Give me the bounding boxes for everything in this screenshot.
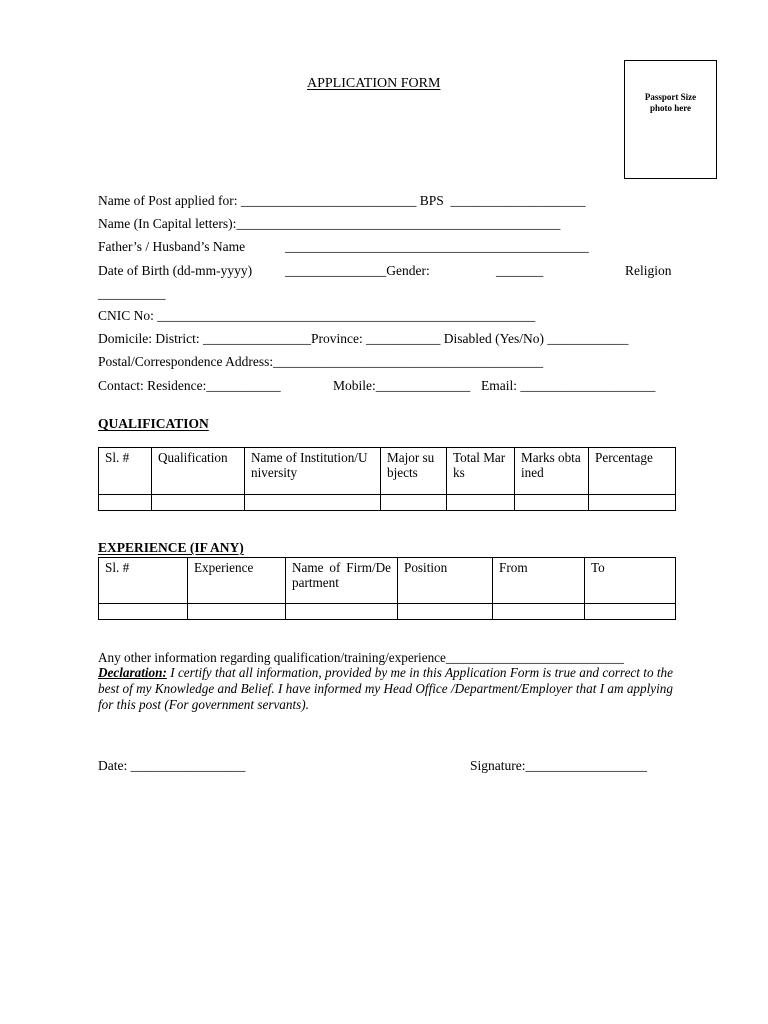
qualification-header-cell: Major subjects (381, 448, 447, 495)
qualification-heading: QUALIFICATION (98, 416, 209, 431)
field-post-applied[interactable]: Name of Post applied for: __________________________ BPS ____________________ (98, 193, 586, 208)
experience-heading: EXPERIENCE (IF ANY) (98, 540, 244, 555)
experience-entry-row[interactable] (99, 604, 676, 620)
table-cell[interactable] (188, 604, 286, 620)
field-mobile[interactable]: Mobile:______________ (333, 378, 471, 393)
field-religion-input[interactable]: __________ (98, 286, 166, 301)
table-cell[interactable] (245, 495, 381, 511)
field-cnic[interactable]: CNIC No: ________________________________________________________ (98, 308, 536, 323)
field-father-input[interactable]: _____________________________________________ (285, 239, 589, 254)
experience-header-cell: To (585, 558, 676, 604)
field-other-information[interactable]: Any other information regarding qualification/training/experience___________________________ (98, 650, 624, 665)
field-contact-residence[interactable]: Contact: Residence:___________ (98, 378, 281, 393)
qualification-header-cell: Sl. # (99, 448, 152, 495)
passport-photo-box (624, 60, 717, 179)
table-cell[interactable] (398, 604, 493, 620)
photo-box-label: Passport Size photo here (644, 92, 697, 113)
table-cell[interactable] (515, 495, 589, 511)
table-cell[interactable] (585, 604, 676, 620)
field-dob-label: Date of Birth (dd-mm-yyyy) (98, 263, 253, 278)
table-cell[interactable] (286, 604, 398, 620)
table-cell[interactable] (493, 604, 585, 620)
field-religion-label: Religion (625, 263, 672, 278)
qualification-header-cell: Name of Institution/University (245, 448, 381, 495)
qualification-header-cell: Total Marks (447, 448, 515, 495)
field-signature[interactable]: Signature:__________________ (470, 758, 647, 773)
declaration-label: Declaration: (98, 665, 167, 680)
field-date[interactable]: Date: _________________ (98, 758, 246, 773)
experience-header-cell: Name of Firm/Department (286, 558, 398, 604)
table-cell[interactable] (152, 495, 245, 511)
form-title: APPLICATION FORM (307, 76, 441, 91)
table-cell[interactable] (381, 495, 447, 511)
qualification-header-cell: Percentage (589, 448, 676, 495)
declaration-paragraph (98, 665, 673, 713)
field-email[interactable]: Email: ____________________ (481, 378, 656, 393)
field-postal-address[interactable]: Postal/Correspondence Address:________________________________________ (98, 354, 544, 369)
qualification-header-cell: Qualification (152, 448, 245, 495)
experience-header-cell: Sl. # (99, 558, 188, 604)
declaration-text: I certify that all information, provided by me in this Application Form is true and correct to the best of my Knowledge and Belief. I have informed my Head Office /Department/Employer that I am applying for this post (For government servants). (98, 665, 673, 712)
table-cell[interactable] (99, 495, 152, 511)
experience-header-cell: Position (398, 558, 493, 604)
qualification-table (98, 447, 676, 511)
experience-header-cell: From (493, 558, 585, 604)
qualification-entry-row[interactable] (99, 495, 676, 511)
field-father-label: Father’s / Husband’s Name (98, 239, 246, 254)
table-cell[interactable] (447, 495, 515, 511)
field-name[interactable]: Name (In Capital letters):________________________________________________ (98, 216, 561, 231)
experience-header-cell: Experience (188, 558, 286, 604)
qualification-header-cell: Marks obtained (515, 448, 589, 495)
experience-header-row (99, 558, 676, 604)
experience-table (98, 557, 676, 620)
table-cell[interactable] (99, 604, 188, 620)
field-gender-input[interactable]: _______ (496, 263, 544, 278)
field-dob-input[interactable]: _______________Gender: (285, 263, 430, 278)
field-domicile[interactable]: Domicile: District: ________________Province: ___________ Disabled (Yes/No) ____________ (98, 331, 629, 346)
qualification-header-row (99, 448, 676, 495)
table-cell[interactable] (589, 495, 676, 511)
